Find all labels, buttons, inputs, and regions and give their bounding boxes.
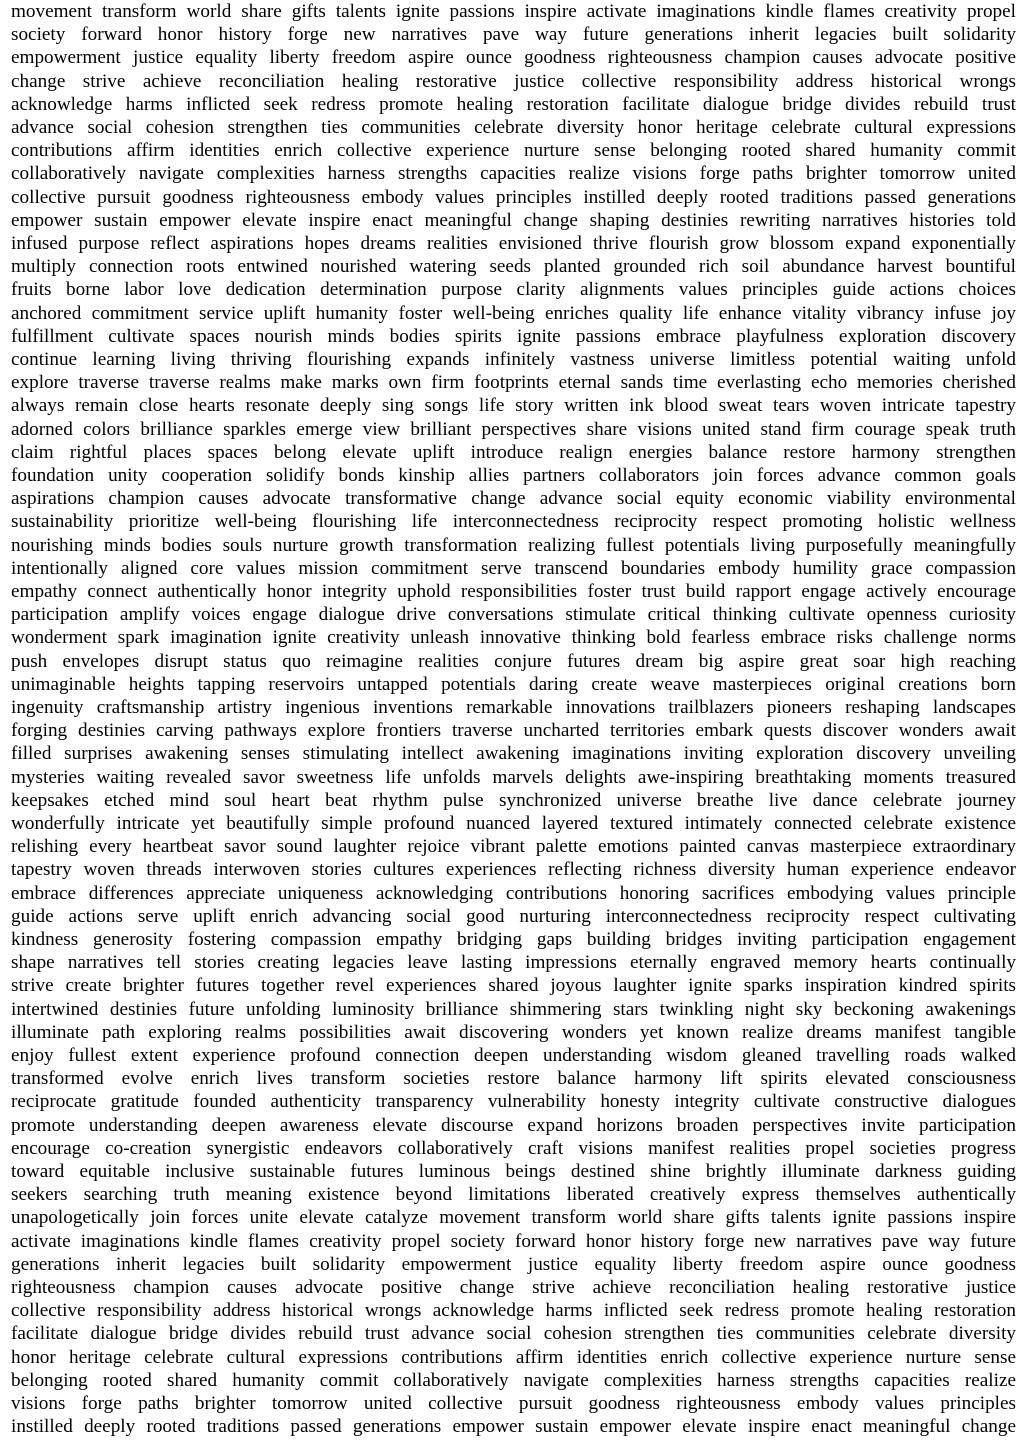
text-line: forging destinies carving pathways explore frontiers traverse uncharted territories embark quests discover wonders await (11, 720, 1016, 742)
text-line: reciprocate gratitude founded authenticity transparency vulnerability honesty integrity cultivate constructive dialogues (11, 1091, 1016, 1113)
text-line: advance social cohesion strengthen ties communities celebrate diversity honor heritage celebrate cultural expressions (11, 117, 1016, 138)
text-line: keepsakes etched mind soul heart beat rhythm pulse synchronized universe breathe live dance celebrate journey (11, 789, 1016, 811)
text-line: sustainability prioritize well-being flourishing life interconnectedness reciprocity respect promoting holistic wellness (11, 511, 1016, 533)
text-line: intertwined destinies future unfolding luminosity brilliance shimmering stars twinkling night sky beckoning awakenings (11, 998, 1016, 1020)
text-line: facilitate dialogue bridge divides rebuild trust advance social cohesion strengthen ties communities celebrate diversity (11, 1323, 1016, 1345)
text-line: transformed evolve enrich lives transform societies restore balance harmony lift spirits elevated consciousness (11, 1068, 1016, 1090)
text-line: explore traverse traverse realms make marks own firm footprints eternal sands time everlasting echo memories cherished (11, 372, 1016, 394)
text-line: righteousness champion causes advocate positive change strive achieve reconciliation healing restorative justice (11, 1277, 1016, 1298)
text-line: multiply connection roots entwined nourished watering seeds planted grounded rich soil abundance harvest bountiful (11, 256, 1016, 278)
text-line: promote understanding deepen awareness elevate discourse expand horizons broaden perspectives invite participation (11, 1114, 1016, 1136)
text-line: foundation unity cooperation solidify bonds kinship allies partners collaborators join forces advance common goals (11, 465, 1016, 486)
text-line: infused purpose reflect aspirations hopes dreams realities envisioned thrive flourish grow blossom expand exponentially (11, 233, 1016, 254)
text-line: enjoy fullest extent experience profound connection deepen understanding wisdom gleaned travelling roads walked (11, 1045, 1016, 1066)
text-line: empowerment justice equality liberty freedom aspire ounce goodness righteousness champion causes advocate positive (11, 47, 1016, 69)
text-line: continue learning living thriving flourishing expands infinitely vastness universe limitless potential waiting unfold (11, 349, 1016, 370)
text-line: movement transform world share gifts talents ignite passions inspire activate imaginations kindle flames creativity propel (11, 1, 1016, 22)
text-line: anchored commitment service uplift humanity foster well-being enriches quality life enhance vitality vibrancy infuse joy (11, 302, 1016, 324)
text-line: contributions affirm identities enrich collective experience nurture sense belonging rooted shared humanity commit (11, 140, 1016, 162)
text-line: filled surprises awakening senses stimulating intellect awakening imaginations inviting exploration discovery unveiling (11, 743, 1016, 765)
text-line: collective pursuit goodness righteousness embody values principles instilled deeply rooted traditions passed generations (11, 186, 1016, 208)
text-line: mysteries waiting revealed savor sweetness life unfolds marvels delights awe-inspiring breathtaking moments treasured (11, 766, 1016, 788)
text-line: strive create brighter futures together revel experiences shared joyous laughter ignite sparks inspiration kindred spirits (11, 975, 1016, 997)
text-line: collective responsibility address historical wrongs acknowledge harms inflicted seek redress promote healing restoration (11, 1300, 1016, 1322)
text-line: push envelopes disrupt status quo reimagine realities conjure futures dream big aspire great soar high reaching (11, 650, 1016, 672)
text-line: collaboratively navigate complexities harness strengths capacities realize visions forge paths brighter tomorrow united (11, 163, 1016, 185)
text-line: visions forge paths brighter tomorrow united collective pursuit goodness righteousness embody values principles (11, 1393, 1016, 1414)
text-line: intentionally aligned core values mission commitment serve transcend boundaries embody humility grace compassion (11, 557, 1016, 579)
text-line: kindness generosity fostering compassion empathy bridging gaps building bridges inviting participation engagement (11, 929, 1016, 950)
text-line: aspirations champion causes advocate transformative change advance social equity economic viability environmental (11, 488, 1016, 510)
text-line: illuminate path exploring realms possibilities await discovering wonders yet known realize dreams manifest tangible (11, 1021, 1016, 1043)
text-line: adorned colors brilliance sparkles emerge view brilliant perspectives share visions united stand firm courage speak truth (11, 418, 1016, 440)
text-line: claim rightful places spaces belong elevate uplift introduce realign energies balance restore harmony strengthen (11, 441, 1016, 463)
text-line: seekers searching truth meaning existence beyond limitations liberated creatively express themselves authentically (11, 1184, 1016, 1206)
text-line: wonderfully intricate yet beautifully simple profound nuanced layered textured intimately connected celebrate existence (11, 813, 1016, 834)
text-line: guide actions serve uplift enrich advancing social good nurturing interconnectedness reciprocity respect cultivating (11, 905, 1016, 927)
text-line: encourage co-creation synergistic endeavors collaboratively craft visions manifest realities propel societies progress (11, 1137, 1016, 1159)
text-line: honor heritage celebrate cultural expressions contributions affirm identities enrich collective experience nurture sense (11, 1346, 1016, 1368)
text-line: empathy connect authentically honor integrity uphold responsibilities foster trust build rapport engage actively encourage (11, 581, 1016, 602)
text-line: unimaginable heights tapping reservoirs untapped potentials daring create weave masterpieces original creations born (11, 673, 1016, 695)
text-line: empower sustain empower elevate inspire enact meaningful change shaping destinies rewriting narratives histories told (11, 209, 1016, 231)
text-line: wonderment spark imagination ignite creativity unleash innovative thinking bold fearless embrace risks challenge norms (11, 627, 1016, 649)
text-line: fulfillment cultivate spaces nourish minds bodies spirits ignite passions embrace playfulness exploration discovery (11, 325, 1016, 347)
text-line: always remain close hearts resonate deeply sing songs life story written ink blood sweat tears woven intricate tapestry (11, 395, 1016, 417)
text-line: embrace differences appreciate uniqueness acknowledging contributions honoring sacrifices embodying values principle (11, 882, 1016, 904)
text-line: acknowledge harms inflicted seek redress promote healing restoration facilitate dialogue bridge divides rebuild trust (11, 93, 1016, 115)
text-line: ingenuity craftsmanship artistry ingenious inventions remarkable innovations trailblazers pioneers reshaping landscapes (11, 697, 1016, 718)
text-line: instilled deeply rooted traditions passed generations empower sustain empower elevate inspire enact meaningful change (11, 1416, 1016, 1438)
text-line: activate imaginations kindle flames creativity propel society forward honor history forge new narratives pave way future (11, 1230, 1016, 1252)
text-line: tapestry woven threads interwoven stories cultures experiences reflecting richness diversity human experience endeavor (11, 859, 1016, 881)
text-line: participation amplify voices engage dialogue drive conversations stimulate critical thinking cultivate openness curiosity (11, 604, 1016, 626)
text-line: nourishing minds bodies souls nurture growth transformation realizing fullest potentials living purposefully meaningfully (11, 534, 1016, 556)
text-line: unapologetically join forces unite elevate catalyze movement transform world share gifts talents ignite passions inspire (11, 1207, 1016, 1229)
text-line: shape narratives tell stories creating legacies leave lasting impressions eternally engraved memory hearts continually (11, 952, 1016, 974)
text-line: change strive achieve reconciliation healing restorative justice collective responsibility address historical wrongs (11, 70, 1016, 92)
text-line: relishing every heartbeat savor sound laughter rejoice vibrant palette emotions painted canvas masterpiece extraordinary (11, 836, 1016, 858)
text-line: society forward honor history forge new narratives pave way future generations inherit legacies built solidarity (11, 24, 1016, 46)
text-line: toward equitable inclusive sustainable futures luminous beings destined shine brightly illuminate darkness guiding (11, 1161, 1016, 1182)
text-line: fruits borne labor love dedication determination purpose clarity alignments values principles guide actions choices (11, 279, 1016, 301)
text-line: generations inherit legacies built solidarity empowerment justice equality liberty freedom aspire ounce goodness (11, 1253, 1016, 1275)
text-line: belonging rooted shared humanity commit collaboratively navigate complexities harness strengths capacities realize (11, 1369, 1016, 1391)
